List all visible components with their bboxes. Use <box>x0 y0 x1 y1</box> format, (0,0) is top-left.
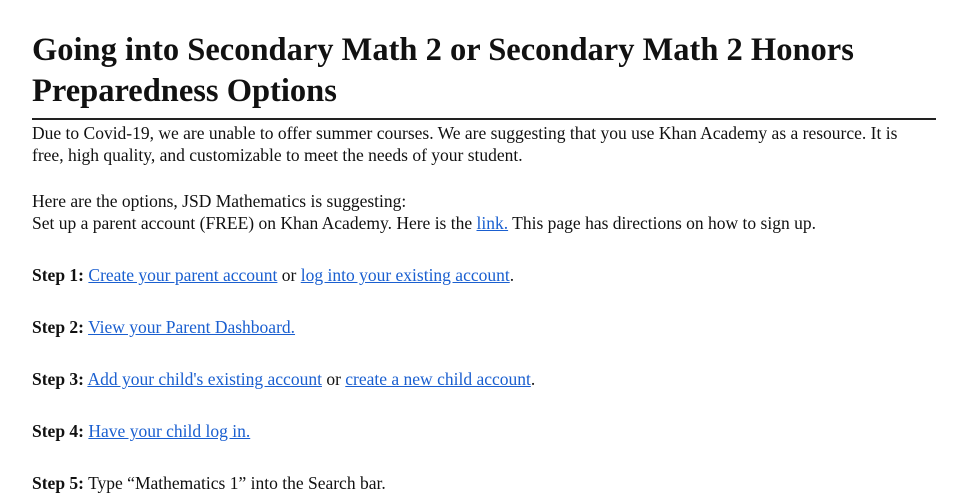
step-4 <box>32 420 936 442</box>
create-child-account-link[interactable]: create a new child account <box>345 369 531 389</box>
step-5-label: Step 5: <box>32 473 85 493</box>
step-5 <box>32 472 936 494</box>
intro-paragraph: Due to Covid-19, we are unable to offer summer courses. We are suggesting that you use Khan Academy as a resource. It is free, high quality, and customizable to meet the needs of your student. <box>32 123 898 165</box>
step-3 <box>32 368 936 390</box>
setup-text-before: Set up a parent account (FREE) on Khan Academy. Here is the <box>32 213 477 233</box>
step-3-label: Step 3: <box>32 369 85 389</box>
options-line: Here are the options, JSD Mathematics is suggesting: <box>32 191 407 211</box>
setup-text-after: This page has directions on how to sign up. <box>508 213 816 233</box>
step-1-label: Step 1: <box>32 265 85 285</box>
step-4-label: Step 4: <box>32 421 85 441</box>
step-2-label: Step 2: <box>32 317 85 337</box>
parent-dashboard-link[interactable]: View your Parent Dashboard. <box>88 317 296 337</box>
child-login-link[interactable]: Have your child log in. <box>88 421 251 441</box>
add-child-account-link[interactable]: Add your child's existing account <box>87 369 322 389</box>
log-into-account-link[interactable]: log into your existing account <box>300 265 510 285</box>
step-3-end: . <box>530 369 536 389</box>
khan-signup-link[interactable]: link. <box>476 213 509 233</box>
step-3-connector: or <box>321 369 346 389</box>
options-paragraph <box>32 190 936 234</box>
page-title: Going into Secondary Math 2 or Secondary Math 2 Honors Preparedness Options <box>32 30 936 120</box>
create-parent-account-link[interactable]: Create your parent account <box>88 265 278 285</box>
step-5-text: Type “Mathematics 1” into the Search bar. <box>84 473 386 493</box>
step-1-connector: or <box>277 265 301 285</box>
step-2 <box>32 316 936 338</box>
step-1-end: . <box>509 265 515 285</box>
step-1 <box>32 264 936 286</box>
